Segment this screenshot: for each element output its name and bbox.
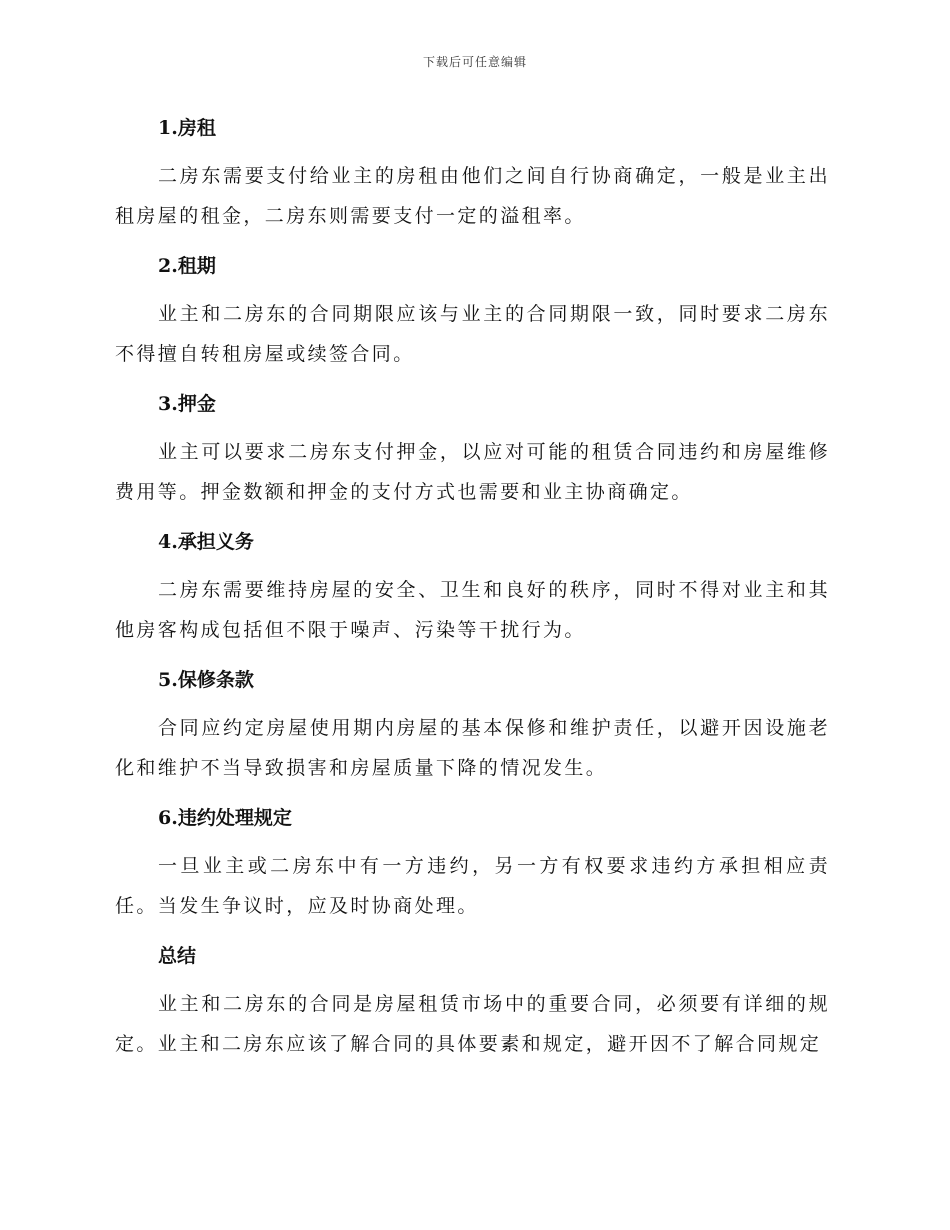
- section-deposit: [115, 388, 830, 512]
- section-title: 5.保修条款: [158, 669, 254, 691]
- section-title: 总结: [158, 945, 197, 967]
- section-body: 二房东需要维持房屋的安全、卫生和良好的秩序，同时不得对业主和其他房客构成包括但不限于噪声、污染等干扰行为。: [115, 579, 830, 641]
- section-title: 4.承担义务: [158, 531, 254, 553]
- section-body: 业主和二房东的合同是房屋租赁市场中的重要合同，必须要有详细的规定。业主和二房东应该了解合同的具体要素和规定，避开因不了解合同规定: [115, 993, 830, 1055]
- section-body: 业主和二房东的合同期限应该与业主的合同期限一致，同时要求二房东不得擅自转租房屋或续签合同。: [115, 303, 830, 365]
- section-title: 1.房租: [158, 117, 216, 139]
- section-rent: [115, 112, 830, 236]
- document-content: [115, 112, 830, 1078]
- section-body: 业主可以要求二房东支付押金，以应对可能的租赁合同违约和房屋维修费用等。押金数额和押金的支付方式也需要和业主协商确定。: [115, 441, 830, 503]
- section-title: 2.租期: [158, 255, 216, 277]
- page-header: 下载后可任意编辑: [422, 55, 527, 69]
- section-obligations: [115, 526, 830, 650]
- section-warranty: [115, 664, 830, 788]
- section-body: 合同应约定房屋使用期内房屋的基本保修和维护责任，以避开因设施老化和维护不当导致损害和房屋质量下降的情况发生。: [115, 717, 830, 779]
- section-title: 6.违约处理规定: [158, 807, 292, 829]
- section-summary: [115, 940, 830, 1064]
- section-breach: [115, 802, 830, 926]
- section-body: 二房东需要支付给业主的房租由他们之间自行协商确定，一般是业主出租房屋的租金，二房东则需要支付一定的溢租率。: [115, 165, 830, 227]
- section-title: 3.押金: [158, 393, 216, 415]
- section-body: 一旦业主或二房东中有一方违约，另一方有权要求违约方承担相应责任。当发生争议时，应及时协商处理。: [115, 855, 830, 917]
- section-lease-term: [115, 250, 830, 374]
